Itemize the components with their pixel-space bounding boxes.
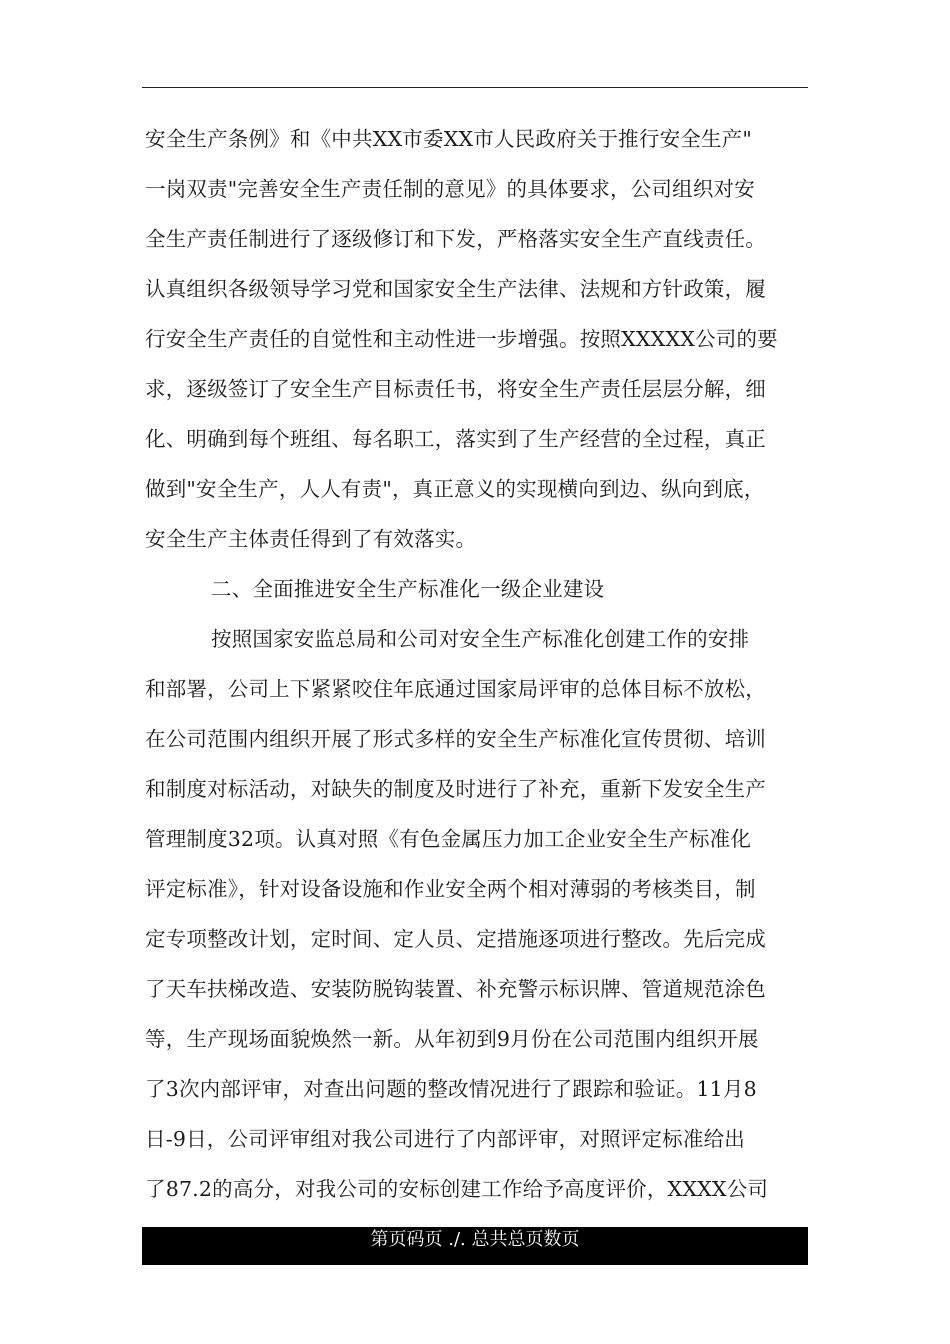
text-line: 化、明确到每个班组、每名职工，落实到了生产经营的全过程，真正 (145, 427, 766, 451)
text-line: 全生产责任制进行了逐级修订和下发，严格落实安全生产直线责任。 (145, 227, 766, 251)
document-body (145, 114, 810, 1214)
text-line: 定专项整改计划，定时间、定人员、定措施逐项进行整改。先后完成 (145, 927, 766, 951)
footer-page-text: 第页码页 ./. 总共总页数页 (370, 1229, 580, 1250)
text-line: 日-9日，公司评审组对我公司进行了内部评审，对照评定标准给出 (145, 1127, 745, 1151)
text-line: 认真组织各级领导学习党和国家安全生产法律、法规和方针政策，履 (145, 277, 766, 301)
text-line: 在公司范围内组织开展了形式多样的安全生产标准化宣传贯彻、培训 (145, 727, 766, 751)
text-line: 一岗双责"完善安全生产责任制的意见》的具体要求，公司组织对安 (145, 177, 755, 201)
text-line: 和制度对标活动，对缺失的制度及时进行了补充，重新下发安全生产 (145, 777, 766, 801)
text-line: 求，逐级签订了安全生产目标责任书，将安全生产责任层层分解，细 (145, 377, 766, 401)
text-line: 管理制度32项。认真对照《有色金属压力加工企业安全生产标准化 (145, 827, 752, 851)
text-line: 按照国家安监总局和公司对安全生产标准化创建工作的安排 (211, 627, 750, 651)
text-line: 做到"安全生产，人人有责"，真正意义的实现横向到边、纵向到底， (145, 477, 765, 501)
text-line: 二、全面推进安全生产标准化一级企业建设 (211, 577, 605, 601)
text-line: 等，生产现场面貌焕然一新。从年初到9月份在公司范围内组织开展 (145, 1027, 759, 1051)
text-line: 了87.2的高分，对我公司的安标创建工作给予高度评价，XXXX公司 (145, 1177, 769, 1201)
header-rule (142, 87, 808, 88)
text-line: 了3次内部评审，对查出问题的整改情况进行了跟踪和验证。11月8 (145, 1077, 757, 1101)
text-line: 评定标准》，针对设备设施和作业安全两个相对薄弱的考核类目，制 (145, 877, 756, 901)
page-footer (142, 1227, 808, 1265)
text-line: 安全生产条例》和《中共XX市委XX市人民政府关于推行安全生产" (145, 127, 753, 151)
text-line: 安全生产主体责任得到了有效落实。 (145, 527, 477, 551)
text-line: 了天车扶梯改造、安装防脱钩装置、补充警示标识牌、管道规范涂色 (145, 977, 766, 1001)
text-line: 行安全生产责任的自觉性和主动性进一步增强。按照XXXXX公司的要 (145, 327, 778, 351)
text-line: 和部署，公司上下紧紧咬住年底通过国家局评审的总体目标不放松， (145, 677, 766, 701)
